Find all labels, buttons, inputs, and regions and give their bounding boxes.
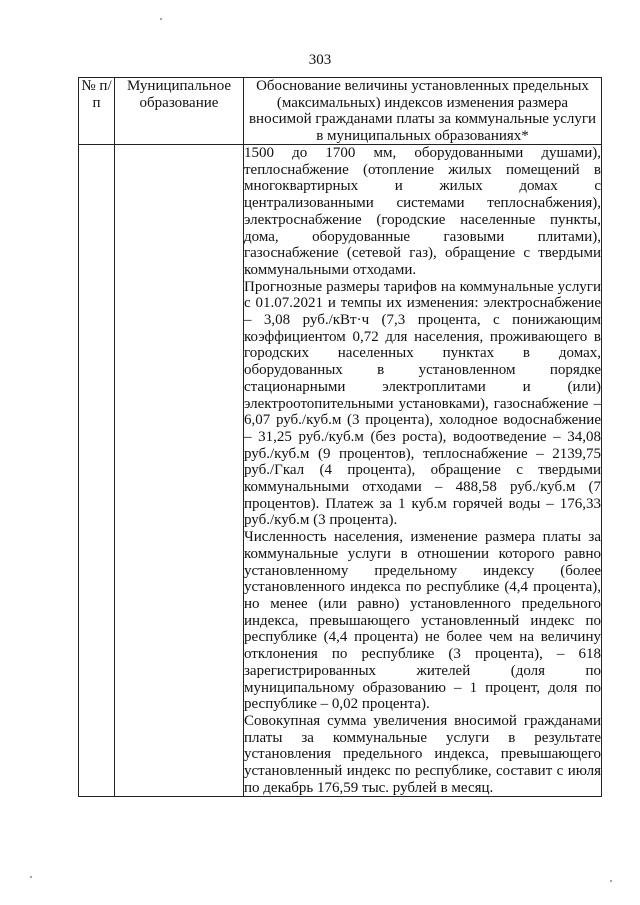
paragraph-population: Численность населения, изменение размера платы за коммунальные услуги в отношении которого равно установленному предельному индексу (более установленного индекса по республике (4,4 процента), но менее (или равно) установленного предельного индекса, превышающего установленный индекс по республике (4,4 процента) не более чем на величину отклонения по республике (3 процента), – 618 зарегистрированных жителей (доля по муниципальному образованию – 1 процент, доля по республике – 0,02 процента). [244,529,601,713]
justification-table [78,77,602,797]
header-justification: Обоснование величины установленных предельных (максимальных) индексов изменения размера вносимой гражданами платы за коммунальные услуги в муниципальных образованиях* [244,78,602,145]
scan-speck [610,880,612,882]
cell-municipality [115,145,244,797]
scan-speck [160,18,162,20]
page-number: 303 [308,52,332,68]
header-number: № п/п [79,78,115,145]
paragraph-tariff-categories: 1500 до 1700 мм, оборудованными душами), теплоснабжение (отопление жилых помещений в многоквартирных и жилых домах с централизованными системами теплоснабжения), электроснабжение (городские населенные пункты, дома, оборудованные газовыми плитами), газоснабжение (сетевой газ), обращение с твердыми коммунальными отходами. [244,145,601,278]
paragraph-tariff-forecast: Прогнозные размеры тарифов на коммунальные услуги с 01.07.2021 и темпы их изменения: электроснабжение – 3,08 руб./кВт·ч (7,3 процента, с понижающим коэффициентом 0,72 для населения, проживающего в городских населенных пунктах в домах, оборудованных в установленном порядке стационарными электроплитами и (или) электроотопительными установками), газоснабжение – 6,07 руб./куб.м (3 процента), холодное водоснабжение – 31,25 руб./куб.м (без роста), водоотведение – 34,08 руб./куб.м (9 процентов), теплоснабжение – 2139,75 руб./Гкал (4 процента), обращение с твердыми коммунальными отходами – 488,58 руб./куб.м (7 процентов). Платеж за 1 куб.м горячей воды – 176,33 руб./куб.м (3 процента). [244,278,601,529]
cell-number [79,145,115,797]
scan-speck [30,876,32,878]
table-header-row [79,78,602,145]
cell-justification [244,145,602,797]
paragraph-total-increase: Совокупная сумма увеличения вносимой гражданами платы за коммунальные услуги в результате установления предельного индекса, превышающего установленный индекс по республике, составит с июля по декабрь 176,59 тыс. рублей в месяц. [244,712,601,796]
table-row [79,145,602,797]
header-municipality: Муниципальное образование [115,78,244,145]
